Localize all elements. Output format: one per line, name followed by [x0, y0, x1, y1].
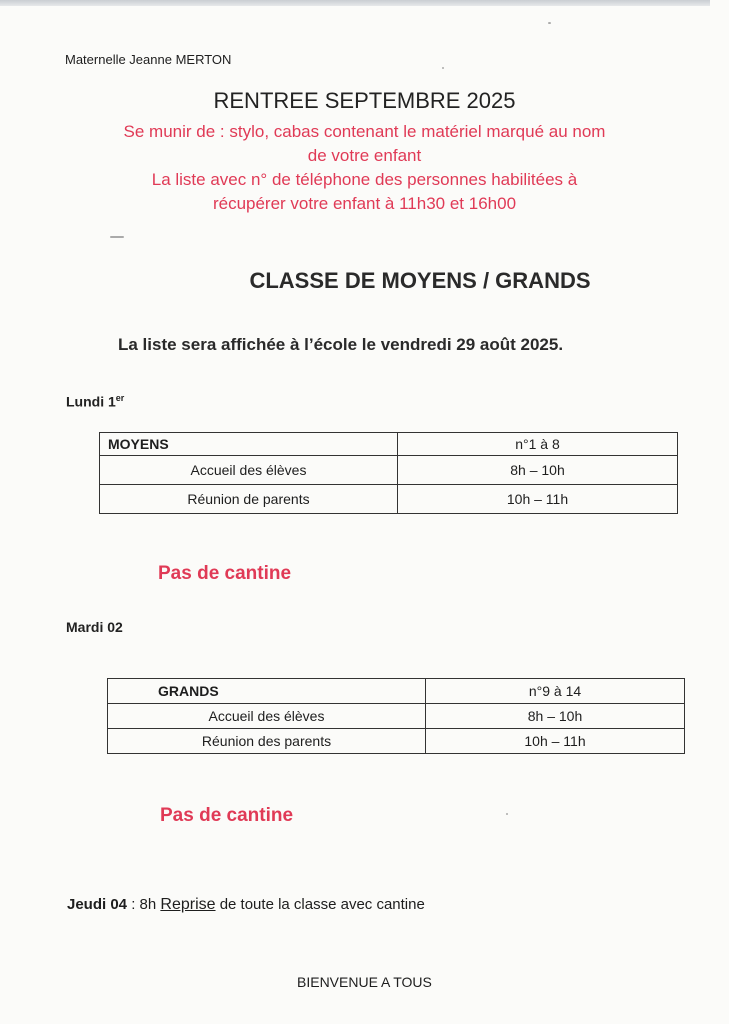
- no-canteen-notice: Pas de cantine: [158, 563, 292, 584]
- day-heading-lundi: [66, 393, 124, 410]
- table-row: [100, 485, 678, 514]
- scan-speck: [442, 67, 444, 69]
- scan-speck: [110, 236, 124, 238]
- student-range-cell: n°9 à 14: [426, 679, 685, 704]
- jeudi-rest: de toute la classe avec cantine: [215, 896, 425, 913]
- jeudi-day: Jeudi 04: [67, 896, 128, 913]
- closing-message: BIENVENUE A TOUS: [297, 974, 432, 990]
- time-cell: 8h – 10h: [426, 704, 685, 729]
- pickup-note-line: récupérer votre enfant à 11h30 et 16h00: [212, 194, 517, 213]
- jeudi-resumption-line: [67, 896, 425, 914]
- scan-edge: [0, 0, 710, 6]
- activity-cell: Accueil des élèves: [108, 704, 426, 729]
- page-title: RENTREE SEPTEMBRE 2025: [213, 88, 516, 113]
- day-label: Lundi 1: [66, 393, 116, 410]
- supplies-note-line: de votre enfant: [307, 146, 422, 165]
- table-header-row: [108, 679, 685, 704]
- no-canteen-notice: Pas de cantine: [160, 805, 294, 826]
- time-cell: 10h – 11h: [426, 729, 685, 754]
- scan-speck: [506, 813, 508, 815]
- table-row: [108, 704, 685, 729]
- activity-cell: Réunion de parents: [100, 485, 398, 514]
- activity-cell: Réunion des parents: [108, 729, 426, 754]
- jeudi-time: : 8h: [127, 896, 161, 913]
- time-cell: 10h – 11h: [398, 485, 678, 514]
- table-row: [108, 729, 685, 754]
- table-row: [100, 456, 678, 485]
- schedule-table-grands: [107, 678, 685, 754]
- student-range-cell: n°1 à 8: [398, 433, 678, 456]
- schedule-table-moyens: [99, 432, 678, 514]
- scan-speck: [548, 22, 551, 24]
- supplies-note-line: Se munir de : stylo, cabas contenant le matériel marqué au nom: [123, 122, 606, 141]
- table-header-row: [100, 433, 678, 456]
- day-heading-mardi: Mardi 02: [66, 619, 123, 635]
- day-ordinal: er: [115, 393, 125, 403]
- time-cell: 8h – 10h: [398, 456, 678, 485]
- class-title: CLASSE DE MOYENS / GRANDS: [249, 268, 591, 293]
- reprise-word: Reprise: [160, 896, 216, 913]
- school-name: Maternelle Jeanne MERTON: [65, 52, 232, 67]
- pickup-note-line: La liste avec n° de téléphone des personnes habilitées à: [151, 170, 578, 189]
- group-cell: GRANDS: [108, 679, 426, 704]
- activity-cell: Accueil des élèves: [100, 456, 398, 485]
- group-cell: MOYENS: [100, 433, 398, 456]
- list-display-note: La liste sera affichée à l’école le vendredi 29 août 2025.: [118, 335, 564, 354]
